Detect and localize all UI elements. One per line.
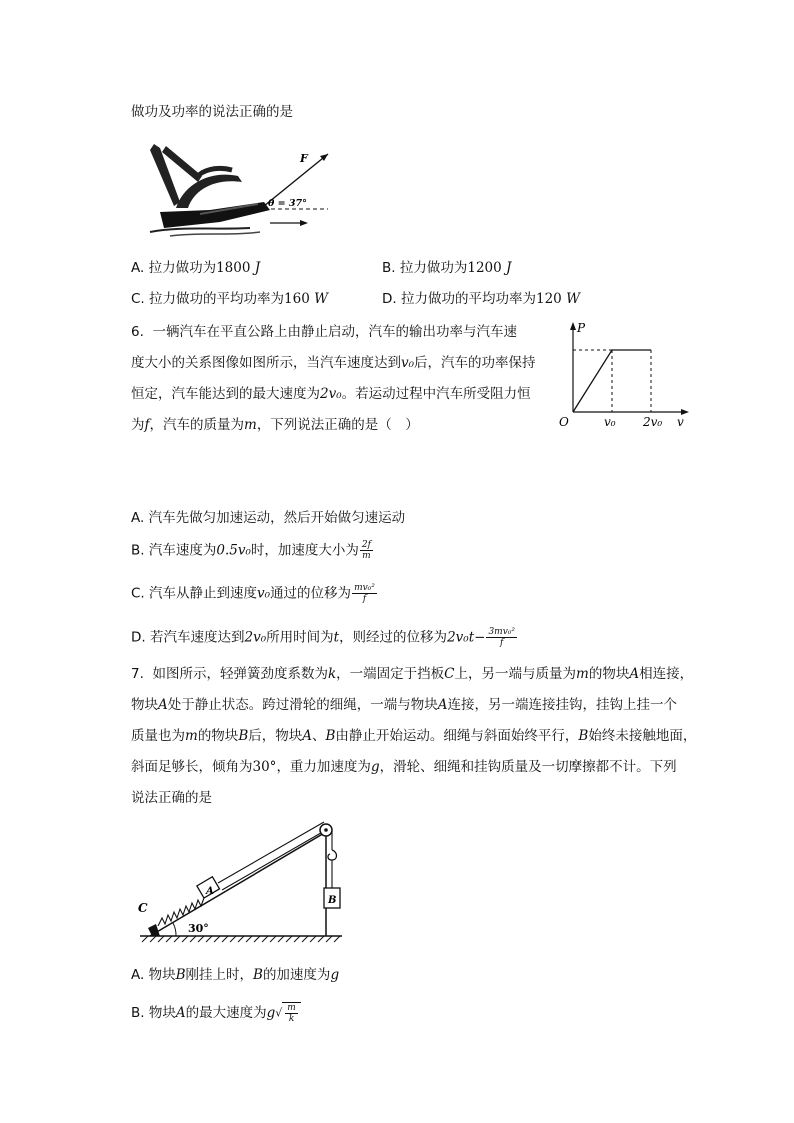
symbol-k: k — [327, 666, 337, 682]
option-text: 刚挂上时， — [185, 967, 254, 983]
q5-option-b[interactable] — [382, 258, 511, 278]
q7-stem-line1 — [131, 664, 693, 684]
option-unit: W — [314, 291, 328, 307]
option-value: 1800 — [216, 260, 251, 276]
symbol-B: B — [325, 728, 336, 744]
stem-text: ，滑轮、细绳和挂钩质量及一切摩擦都不计。下列 — [379, 759, 677, 775]
stem-text: 由静止开始运动。细绳与斜面始终平行， — [335, 728, 579, 744]
option-letter: D. — [382, 291, 397, 307]
q6-option-c[interactable] — [131, 583, 378, 604]
symbol-2v0: 2v₀ — [244, 629, 267, 646]
frac-den: f — [362, 594, 367, 604]
stem-text: 后，汽车的功率保持 — [414, 355, 536, 371]
label-B: B — [328, 895, 337, 906]
q5-plough-figure — [140, 140, 340, 240]
symbol-t: t — [333, 629, 340, 646]
option-text: 汽车速度为 — [148, 542, 217, 559]
q6-option-a[interactable] — [131, 508, 405, 528]
option-text: 通过的位移为 — [270, 585, 352, 602]
option-letter: D. — [131, 629, 146, 646]
q7-stem-line2 — [131, 695, 677, 715]
q6-option-b[interactable] — [131, 540, 374, 561]
stem-text: 质量也为 — [131, 728, 185, 744]
stem-text: 上，另一端与质量为 — [454, 666, 577, 682]
symbol-m: m — [185, 728, 198, 744]
stem-text: 如图所示，轻弹簧劲度系数为 — [152, 666, 328, 682]
option-letter: C. — [131, 291, 145, 307]
symbol-m: m — [576, 666, 589, 682]
stem-text: 为 — [131, 417, 145, 433]
fraction — [486, 627, 517, 648]
option-unit: W — [566, 291, 580, 307]
q7-option-a[interactable] — [131, 965, 339, 985]
angle-value: 30° — [252, 759, 277, 775]
stem-text: ，一端固定于挡板 — [336, 666, 445, 682]
q5-force-label: F — [300, 152, 308, 165]
q6-stem-line4 — [131, 415, 419, 435]
option-text: 物块 — [148, 1005, 176, 1021]
option-unit: J — [254, 260, 261, 276]
frac-den: m — [362, 551, 371, 561]
option-text: 物块 — [148, 967, 176, 983]
stem-text: 连接，另一端连接挂钩，挂钩上挂一个 — [447, 697, 677, 713]
frac-num: m — [287, 1003, 296, 1013]
symbol-g: g — [370, 759, 380, 775]
question-number: 7. — [131, 666, 144, 682]
stem-text: ，重力加速度为 — [276, 759, 371, 775]
q7-stem-line3 — [131, 726, 696, 746]
option-text: 所用时间为 — [266, 629, 334, 646]
stem-text: 恒定，汽车能达到的最大速度为 — [131, 386, 320, 402]
frac-den: f — [500, 638, 504, 648]
option-text: 拉力做功为 — [148, 260, 217, 276]
symbol-f: f — [144, 417, 150, 433]
symbol-v0: v₀ — [401, 355, 415, 371]
symbol-2v0: 2v₀ — [320, 386, 342, 402]
option-value: 1200 — [467, 260, 502, 276]
option-text: 汽车先做匀加速运动，然后开始做匀速运动 — [148, 510, 406, 526]
stem-text: 斜面足够长，倾角为 — [131, 759, 253, 775]
symbol-g: g — [330, 967, 340, 983]
symbol-B: B — [578, 728, 589, 744]
fraction — [285, 1003, 298, 1024]
option-letter: B. — [382, 260, 396, 276]
option-text: 时，加速度大小为 — [250, 542, 359, 559]
origin-label: O — [559, 415, 569, 429]
stem-text: ，汽车的质量为 — [149, 417, 244, 433]
x-tick-v0: v₀ — [604, 415, 616, 429]
fraction — [352, 583, 377, 604]
symbol-A: A — [629, 666, 640, 682]
q7-incline-figure — [136, 818, 348, 948]
stem-text: 一辆汽车在平直公路上由静止启动，汽车的输出功率与汽车速 — [152, 324, 517, 340]
symbol-A: A — [302, 728, 312, 744]
question-number: 6. — [131, 324, 144, 340]
stem-text: 后，物块 — [248, 728, 303, 744]
option-text: 拉力做功为 — [399, 260, 468, 276]
q5-option-c[interactable] — [131, 289, 328, 309]
stem-text: 相连接， — [639, 666, 694, 682]
stem-text: 的物块 — [588, 666, 630, 682]
option-unit: J — [506, 260, 512, 276]
stem-text: 的物块 — [197, 728, 239, 744]
option-letter: B. — [131, 542, 145, 559]
frac-den: k — [288, 1014, 295, 1024]
option-text: ，则经过的位移为 — [339, 629, 448, 646]
option-text: 的加速度为 — [262, 967, 331, 983]
q7-stem-line4 — [131, 757, 677, 777]
option-letter: C. — [131, 585, 145, 602]
y-axis-arrow — [570, 322, 576, 330]
symbol-A: A — [175, 1005, 186, 1021]
option-text: 拉力做功的平均功率为 — [149, 291, 285, 307]
stem-text: 始终未接触地面， — [588, 728, 697, 744]
frac-num: mv₀² — [354, 583, 375, 593]
sqrt-expression: √ $\frac{m}{k}$ — [275, 1002, 301, 1024]
intro-line: 做功及功率的说法正确的是 — [131, 104, 293, 120]
symbol-v0: v₀ — [257, 585, 271, 602]
option-text: 的最大速度为 — [185, 1005, 267, 1021]
x-axis-label: v — [677, 415, 684, 429]
option-value: 120 — [535, 291, 562, 307]
stem-text: 。若运动过程中汽车所受阻力恒 — [341, 386, 531, 402]
symbol-B: B — [175, 967, 186, 983]
q6-option-d[interactable] — [131, 627, 518, 648]
option-letter: A. — [131, 510, 145, 526]
q6-stem-line3 — [131, 384, 531, 404]
option-text: 汽车从静止到速度 — [149, 585, 258, 602]
frac-num: 3mv₀² — [488, 627, 515, 637]
q6-stem-line2 — [131, 353, 536, 373]
fraction — [360, 540, 373, 561]
q6-pv-chart — [555, 320, 695, 432]
expression: 2v₀t− — [447, 629, 486, 646]
option-letter: B. — [131, 1005, 145, 1021]
option-letter: A. — [131, 967, 145, 983]
label-A: A — [206, 886, 214, 897]
label-C: C — [138, 901, 148, 915]
symbol-B: B — [253, 967, 263, 983]
q7-stem-line5: 说法正确的是 — [131, 790, 212, 806]
q5-option-a[interactable] — [131, 258, 260, 278]
frac-num: 2f — [361, 540, 371, 550]
q5-angle-label: θ = 37° — [268, 198, 307, 209]
q5-option-d[interactable] — [382, 289, 580, 309]
option-text: 拉力做功的平均功率为 — [400, 291, 536, 307]
symbol-g: g — [266, 1005, 276, 1021]
symbol-A: A — [158, 697, 168, 713]
angle-label: 30° — [188, 922, 209, 935]
symbol-A: A — [437, 697, 448, 713]
option-text: 若汽车速度达到 — [149, 629, 245, 646]
symbol-C: C — [444, 666, 455, 682]
q7-option-b[interactable] — [131, 1002, 301, 1024]
symbol-B: B — [238, 728, 249, 744]
stem-text: 处于静止状态。跨过滑轮的细绳，一端与物块 — [167, 697, 438, 713]
stem-text: 度大小的关系图像如图所示，当汽车速度达到 — [131, 355, 401, 371]
option-value: 0.5v₀ — [216, 542, 251, 559]
stem-text: 、 — [311, 728, 326, 744]
q6-stem-line1 — [131, 322, 517, 342]
option-value: 160 — [284, 291, 310, 307]
stem-text: 物块 — [131, 697, 158, 713]
option-letter: A. — [131, 260, 145, 276]
x-tick-2v0: 2v₀ — [643, 415, 663, 429]
stem-text: ，下列说法正确的是（ ） — [256, 417, 419, 433]
symbol-m: m — [244, 417, 257, 433]
y-axis-label: P — [577, 321, 586, 335]
